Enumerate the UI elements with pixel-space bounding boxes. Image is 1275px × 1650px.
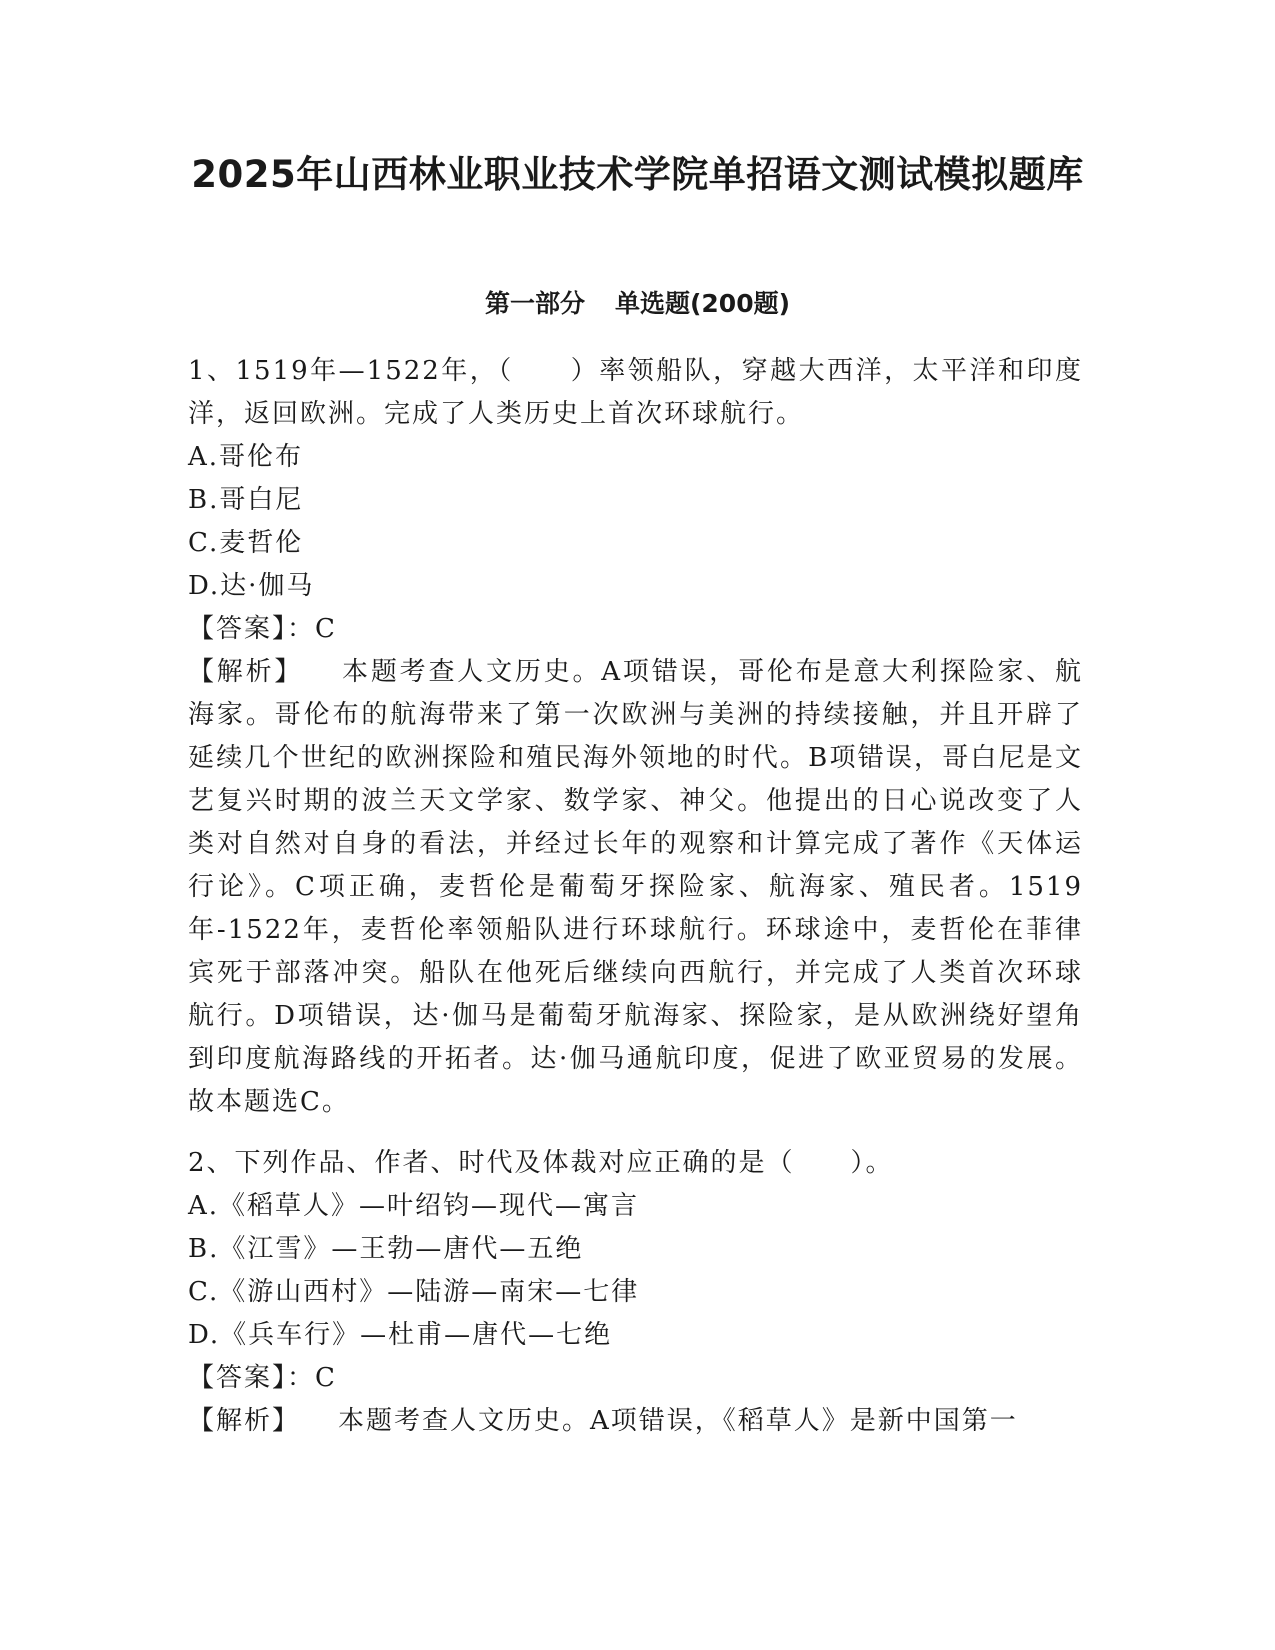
analysis-paragraph [188, 1400, 1083, 1443]
option-d: D.达·伽马 [188, 571, 315, 601]
option-c: C.《游山西村》—陆游—南宋—七律 [188, 1277, 640, 1307]
analysis-paragraph [188, 651, 1083, 1124]
question-list [188, 350, 1083, 1461]
option-c: C.麦哲伦 [188, 528, 304, 558]
answer-label: 【答案】： [188, 614, 316, 644]
question-2 [188, 1142, 1083, 1443]
answer-line [188, 608, 1083, 651]
answer-value: C [315, 1363, 337, 1393]
question-1 [188, 350, 1083, 1124]
analysis-label: 【解析】 [188, 657, 304, 687]
section-heading [0, 286, 1275, 322]
option-a: A.《稻草人》—叶绍钧—现代—寓言 [188, 1191, 640, 1221]
analysis-text: 本题考查人文历史。A项错误，哥伦布是意大利探险家、航海家。哥伦布的航海带来了第一次欧洲与美洲的持续接触，并且开辟了延续几个世纪的欧洲探险和殖民海外领地的时代。B项错误，哥白尼是文艺复兴时期的波兰天文学家、数学家、神父。他提出的日心说改变了人类对自然对自身的看法，并经过长年的观察和计算完成了著作《天体运行论》。C项正确，麦哲伦是葡萄牙探险家、航海家、殖民者。1519年-1522年，麦哲伦率领船队进行环球航行。环球途中，麦哲伦在菲律宾死于部落冲突。船队在他死后继续向西航行，并完成了人类首次环球航行。D项错误，达·伽马是葡萄牙航海家、探险家，是从欧洲绕好望角到印度航海路线的开拓者。达·伽马通航印度，促进了欧亚贸易的发展。故本题选C。 [188, 657, 1083, 1117]
answer-line [188, 1357, 1083, 1400]
section-part: 第一部分 [484, 289, 585, 318]
question-stem: 1、1519年—1522年，（ ）率领船队，穿越大西洋，太平洋和印度洋，返回欧洲。完成了人类历史上首次环球航行。 [188, 356, 1083, 429]
option-d: D.《兵车行》—杜甫—唐代—七绝 [188, 1320, 613, 1350]
section-name: 单选题(200题) [614, 289, 791, 318]
question-stem: 2、下列作品、作者、时代及体裁对应正确的是（ ）。 [188, 1148, 894, 1178]
analysis-label: 【解析】 [188, 1406, 301, 1436]
analysis-text: 本题考查人文历史。A项错误，《稻草人》是新中国第一 [338, 1406, 1018, 1436]
option-b: B.哥白尼 [188, 485, 304, 515]
document-title: 2025年山西林业职业技术学院单招语文测试模拟题库 [191, 153, 1084, 196]
option-b: B.《江雪》—王勃—唐代—五绝 [188, 1234, 584, 1264]
answer-label: 【答案】： [188, 1363, 316, 1393]
option-a: A.哥伦布 [188, 442, 304, 472]
answer-value: C [315, 614, 337, 644]
